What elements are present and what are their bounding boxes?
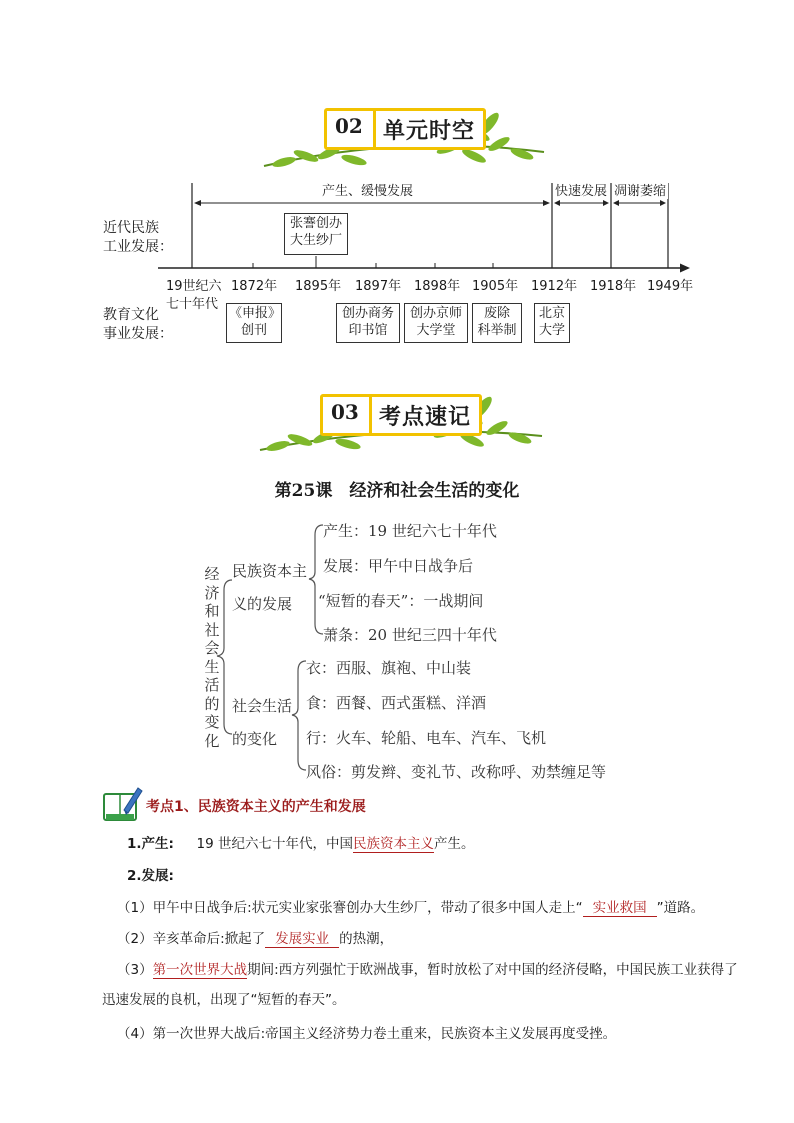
banner-title: 单元时空 <box>383 118 476 144</box>
event-line: 废除 <box>483 306 510 321</box>
mindmap-item: “短暂的春天”：一战期间 <box>318 592 484 610</box>
label-line: 教育文化 <box>103 307 159 323</box>
branch-line: 民族资本主 <box>232 562 308 580</box>
mindmap-root-text: 经济和社会生活的变化 <box>204 565 220 750</box>
mindmap-item: 萧条：20 世纪三四十年代 <box>323 626 497 644</box>
paragraph-label: 2.发展: <box>127 868 174 884</box>
phase-label-fast: 快速发展 <box>553 180 609 199</box>
paragraph-label: 1.产生: <box>127 836 174 852</box>
event-line: 《申报》 <box>229 306 282 321</box>
underlined-answer: 发展实业 <box>265 931 339 948</box>
banner-title: 考点速记 <box>379 404 472 430</box>
text: （2）辛亥革命后:掀起了 <box>117 931 266 947</box>
text: ”道路。 <box>656 900 705 916</box>
event-line: 印书馆 <box>348 323 388 338</box>
year-label: 七十年代 <box>166 297 219 312</box>
year-label: 1905年 <box>472 279 519 294</box>
text: 产生。 <box>434 836 475 852</box>
mindmap-item: 产生：19 世纪六七十年代 <box>323 522 497 540</box>
year-label: 19世纪六 <box>166 279 222 294</box>
paragraph-dev-2 <box>117 929 393 949</box>
year-label: 1895年 <box>295 279 342 294</box>
event-line: 北京 <box>538 306 565 321</box>
mindmap-item: 发展：甲午中日战争后 <box>323 557 474 575</box>
event-line: 创办京师 <box>409 306 462 321</box>
event-line: 张謇创办 <box>289 216 342 231</box>
branch-line: 义的发展 <box>232 595 293 613</box>
paragraph-dev-3 <box>117 960 738 980</box>
phase-label-early: 产生、缓慢发展 <box>320 180 415 199</box>
year-label: 1897年 <box>355 279 402 294</box>
mindmap-item: 衣：西服、旗袍、中山装 <box>306 659 472 677</box>
year-label: 1872年 <box>231 279 278 294</box>
paragraph-development-label <box>127 866 174 886</box>
banner-number: 02 <box>335 114 363 138</box>
year-label: 1949年 <box>647 279 694 294</box>
underlined-answer: 民族资本主义 <box>353 836 434 852</box>
year-label: 1912年 <box>531 279 578 294</box>
text: （1）甲午中日战争后:状元实业家张謇创办大生纱厂，带动了很多中国人走上“ <box>117 900 583 916</box>
branch-line: 社会生活 <box>232 697 293 715</box>
mindmap-item: 风俗：剪发辫、变礼节、改称呼、劝禁缠足等 <box>306 763 607 781</box>
paragraph-dev-4: （4）第一次世界大战后:帝国主义经济势力卷土重来，民族资本主义发展再度受挫。 <box>117 1026 617 1042</box>
text: （3） <box>117 962 153 978</box>
event-line: 科举制 <box>477 323 517 338</box>
year-label: 1898年 <box>414 279 461 294</box>
paragraph-dev-1 <box>117 898 704 918</box>
paragraph-origin <box>127 834 475 854</box>
mindmap-branch-2 <box>232 690 292 756</box>
event-line: 大生纱厂 <box>289 233 342 248</box>
text: 19 世纪六七十年代，中国 <box>196 836 353 852</box>
label-line: 工业发展： <box>103 239 173 255</box>
mindmap-branch-1 <box>232 555 307 621</box>
event-line: 创办商务 <box>341 306 394 321</box>
label-line: 近代民族 <box>103 220 159 236</box>
paragraph-dev-3-cont: 迅速发展的良机，出现了“短暂的春天”。 <box>102 992 346 1008</box>
text: 的热潮， <box>339 931 394 947</box>
underlined-answer: 实业救国 <box>583 900 657 917</box>
mindmap-item: 行：火车、轮船、电车、汽车、飞机 <box>306 729 547 747</box>
event-line: 大学堂 <box>416 323 456 338</box>
label-line: 事业发展： <box>103 326 173 342</box>
event-line: 创刊 <box>240 323 267 338</box>
lesson-title: 第25课 经济和社会生活的变化 <box>274 481 520 501</box>
text: 期间:西方列强忙于欧洲战事，暂时放松了对中国的经济侵略，中国民族工业获得了 <box>247 962 738 978</box>
banner-number: 03 <box>331 400 359 424</box>
key-point-title: 考点1、民族资本主义的产生和发展 <box>146 799 366 815</box>
book-pen-icon <box>102 784 146 824</box>
phase-label-decline: 凋谢萎缩 <box>612 180 668 199</box>
event-line: 大学 <box>538 323 565 338</box>
underlined-answer: 第一次世界大战 <box>152 962 248 978</box>
mindmap-item: 食：西餐、西式蛋糕、洋酒 <box>306 694 487 712</box>
branch-line: 的变化 <box>232 730 278 748</box>
year-label: 1918年 <box>590 279 637 294</box>
